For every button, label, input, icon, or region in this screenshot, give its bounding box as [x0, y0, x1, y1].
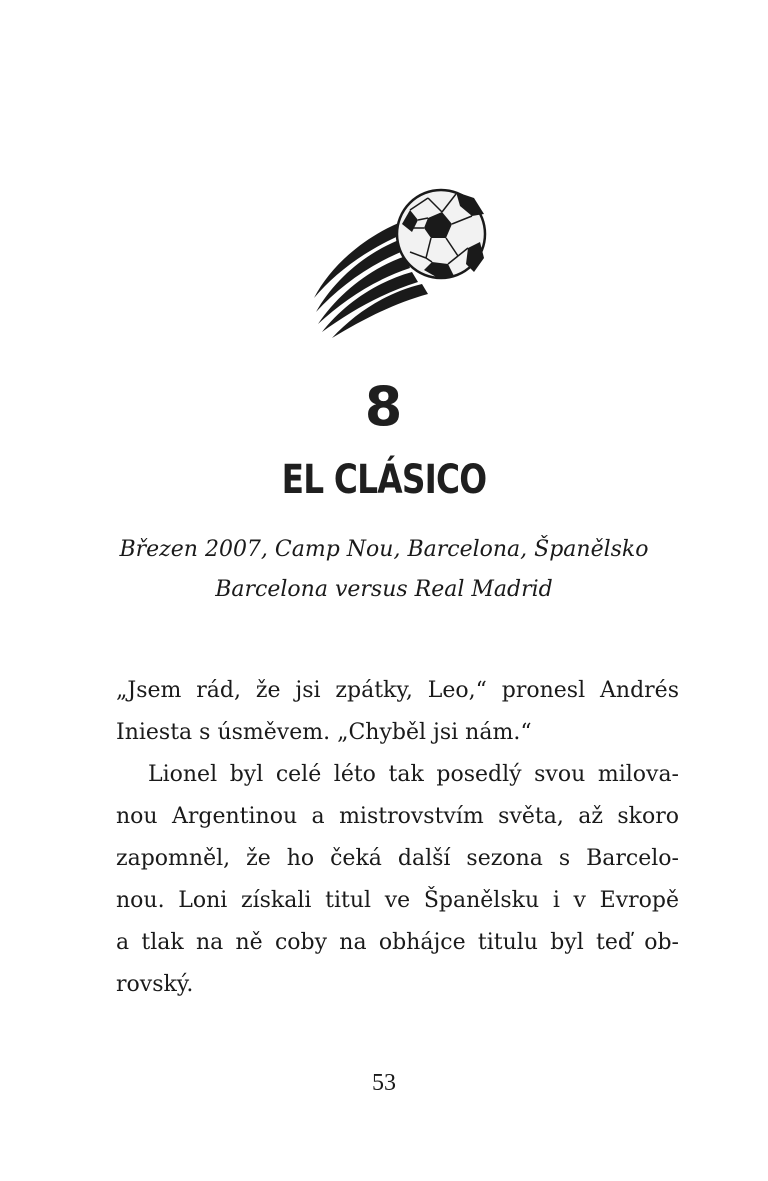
soccer-ball-motion-icon: [306, 180, 496, 340]
chapter-number: 8: [364, 375, 404, 438]
paragraph-1: [116, 670, 679, 754]
text-line: Iniesta s úsměvem. „Chyběl jsi nám.“: [116, 720, 532, 745]
page-number: 53: [372, 1070, 396, 1096]
text-line: „Jsem rád, že jsi zpátky, Leo,“ pronesl Andrés: [116, 678, 679, 703]
chapter-title: EL CLÁSICO: [281, 457, 487, 503]
paragraph-2: [116, 754, 679, 1006]
text-line: nou Argentinou a mistrovstvím světa, až skoro: [116, 804, 679, 829]
text-line: nou. Loni získali titul ve Španělsku i v Evropě: [116, 888, 679, 913]
chapter-subtitle-match: Barcelona versus Real Madrid: [215, 577, 553, 602]
body-text: [116, 670, 679, 1006]
text-line: zapomněl, že ho čeká další sezona s Barcelo-: [116, 846, 679, 871]
text-line: Lionel byl celé léto tak posedlý svou milova-: [148, 762, 679, 787]
chapter-subtitle-place-date: Březen 2007, Camp Nou, Barcelona, Španělsko: [119, 537, 649, 562]
text-line: a tlak na ně coby na obhájce titulu byl teď ob-: [116, 930, 679, 955]
text-line: rovský.: [116, 972, 194, 997]
